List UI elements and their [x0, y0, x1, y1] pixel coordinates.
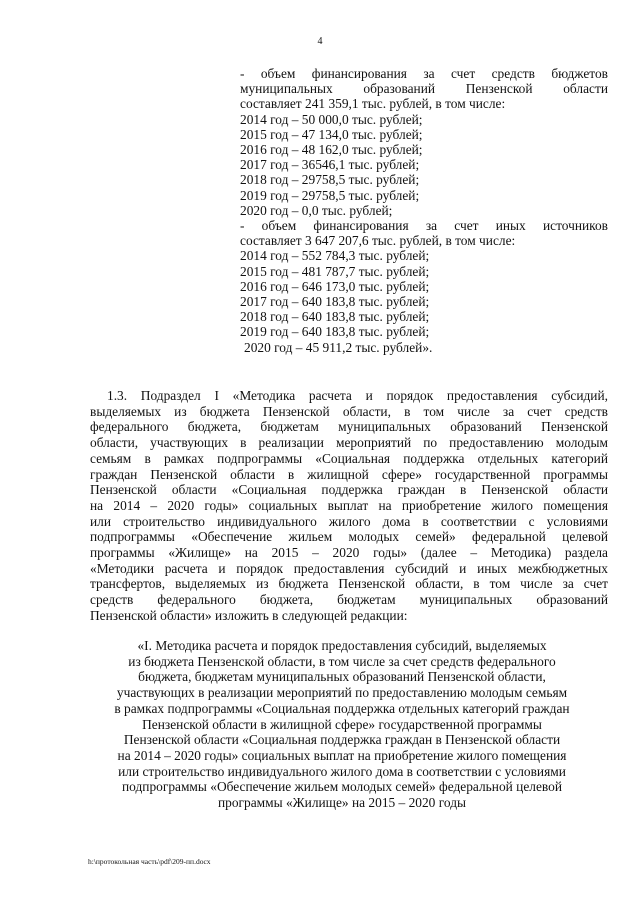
paragraph-line: граждан Пензенской области в жилищной сфере» государственной программы — [90, 466, 608, 482]
municipal-year-2014: 2014 год – 50 000,0 тыс. рублей; — [240, 111, 423, 127]
footer-file-path: h:\протокольная часть\pdf\209-пп.docx — [88, 857, 211, 866]
paragraph-line: подпрограммы «Обеспечение жильем молодых семей» федеральной целевой — [90, 529, 608, 545]
heading-line: или строительство индивидуального жилого дома в соответствии с условиями — [118, 763, 566, 779]
heading-line: участвующих в реализации мероприятий по предоставлению молодым семьям — [116, 685, 568, 701]
heading-line: программы «Жилище» на 2015 – 2020 годы — [217, 795, 467, 811]
other-year-2016: 2016 год – 646 173,0 тыс. рублей; — [240, 278, 430, 294]
other-year-2014: 2014 год – 552 784,3 тыс. рублей; — [240, 248, 430, 264]
municipal-year-2018: 2018 год – 29758,5 тыс. рублей; — [240, 172, 420, 188]
paragraph-line: федерального бюджета, бюджетам муниципальных образований Пензенской — [90, 419, 608, 435]
paragraph-line: средств федерального бюджета, бюджетам муниципальных образований — [90, 592, 608, 608]
municipal-year-2019: 2019 год – 29758,5 тыс. рублей; — [240, 187, 420, 203]
financing-block — [240, 66, 608, 355]
heading-line: в рамках подпрограммы «Социальная поддержка отдельных категорий граждан — [114, 700, 570, 716]
other-year-2018: 2018 год – 640 183,8 тыс. рублей; — [240, 309, 430, 325]
other-intro: - объем финансирования за счет иных источников — [240, 218, 608, 234]
heading-line: Пензенской области «Социальная поддержка граждан в Пензенской области — [123, 732, 561, 748]
paragraph-line: трансфертов, выделяемых из бюджета Пензенской области, в том числе за счет — [90, 576, 608, 592]
page-number: 4 — [317, 36, 323, 47]
paragraph-1-3 — [90, 388, 608, 624]
other-year-2015: 2015 год – 481 787,7 тыс. рублей; — [240, 263, 430, 279]
other-total: составляет 3 647 207,6 тыс. рублей, в том числе: — [240, 233, 516, 249]
other-year-2020: 2020 год – 45 911,2 тыс. рублей». — [244, 339, 433, 355]
paragraph-line: на 2014 – 2020 годы» социальных выплат на приобретение жилого помещения — [90, 497, 608, 513]
paragraph-line: 1.3. Подраздел I «Методика расчета и порядок предоставления субсидий, — [107, 388, 608, 403]
paragraph-line: семьям в рамках подпрограммы «Социальная поддержка отдельных категорий — [90, 450, 608, 466]
municipal-total: составляет 241 359,1 тыс. рублей, в том числе: — [240, 96, 506, 112]
municipal-year-2016: 2016 год – 48 162,0 тыс. рублей; — [240, 142, 423, 158]
paragraph-line: «Методики расчета и порядок предоставления субсидий и иных межбюджетных — [90, 560, 608, 576]
heading-line: из бюджета Пензенской области, в том числе за счет средств федерального — [128, 653, 556, 669]
paragraph-line: Пензенской области «Социальная поддержка граждан в Пензенской области — [90, 482, 608, 498]
paragraph-line: выделяемых из бюджета Пензенской области, в том числе за счет средств — [90, 403, 608, 419]
municipal-year-2015: 2015 год – 47 134,0 тыс. рублей; — [240, 126, 423, 142]
municipal-intro-line: муниципальных образований Пензенской области — [240, 81, 608, 97]
other-year-2019: 2019 год – 640 183,8 тыс. рублей; — [240, 324, 430, 340]
heading-line: на 2014 – 2020 годы» социальных выплат на приобретение жилого помещения — [117, 747, 567, 763]
municipal-year-2017: 2017 год – 36546,1 тыс. рублей; — [240, 157, 420, 173]
paragraph-line: Пензенской области» изложить в следующей редакции: — [90, 607, 408, 623]
municipal-intro-line: - объем финансирования за счет средств бюджетов — [240, 66, 608, 81]
section-heading — [82, 638, 602, 811]
paragraph-line: области, участвующих в реализации мероприятий по предоставлению молодым — [90, 435, 608, 451]
paragraph-line: программы «Жилище» на 2015 – 2020 годы» (далее – Методика) раздела — [90, 545, 608, 561]
heading-line: «I. Методика расчета и порядок предоставления субсидий, выделяемых — [137, 638, 547, 653]
heading-line: бюджета, бюджетам муниципальных образований Пензенской области, — [138, 669, 546, 685]
heading-line: подпрограммы «Обеспечение жильем молодых семей» федеральной целевой — [121, 779, 562, 795]
municipal-year-2020: 2020 год – 0,0 тыс. рублей; — [240, 202, 393, 218]
paragraph-line: или строительство индивидуального жилого дома в соответствии с условиями — [90, 513, 608, 529]
heading-line: Пензенской области в жилищной сфере» государственной программы — [142, 716, 542, 732]
other-year-2017: 2017 год – 640 183,8 тыс. рублей; — [240, 294, 430, 310]
